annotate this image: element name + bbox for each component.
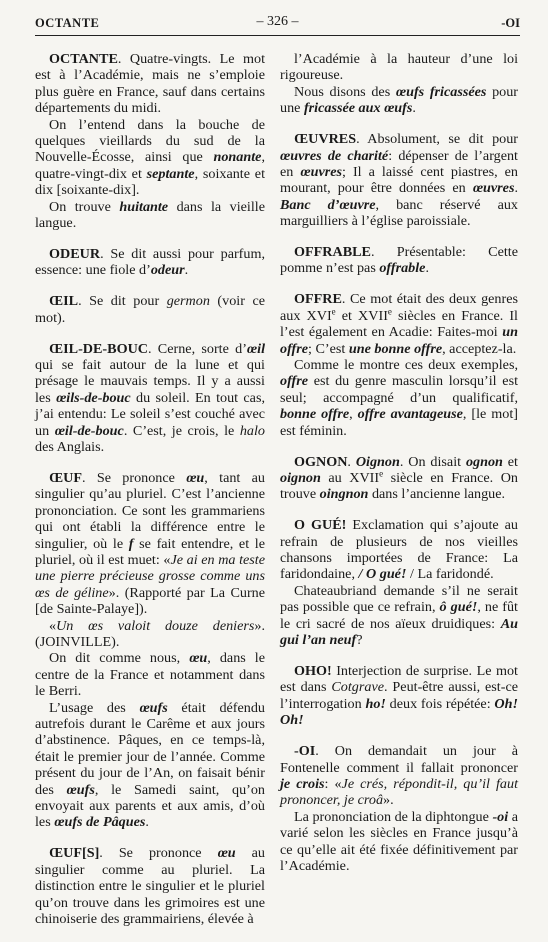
text-run: , tant au singulier qu’au pluriel. C’est l’ancienne prononciation. Ce sont les grammariens qui ont établi la différence entre le singulier, où le xyxy=(35,469,265,552)
text-run: , acceptez-la. xyxy=(442,340,517,357)
entry-oeuvres xyxy=(280,131,518,229)
text-run: On trouve xyxy=(49,198,120,215)
entry-paragraph xyxy=(35,199,265,232)
text-run: Comme le montre ces deux exemples, xyxy=(294,357,518,373)
text-run: oingnon xyxy=(319,486,369,503)
text-run: huitante xyxy=(119,198,169,215)
text-run: œuvres xyxy=(472,180,515,197)
text-run: , le Samedi saint, qu’on envoyait aux parents et aux amis, d’où les xyxy=(35,781,265,831)
text-run: ; Il a laissé cent piastres, en mourant, pour être données en xyxy=(280,163,518,197)
text-run: Exclamation qui s’ajoute au refrain de plusieurs de nos vieilles chansons importées de France: La faridondaine, xyxy=(280,517,518,583)
text-run: œufs xyxy=(139,699,168,716)
text-run: f xyxy=(128,535,134,552)
text-run: . On demandait un jour à Fontenelle comment il fallait prononcer xyxy=(280,743,518,776)
text-run: , quatre-vingt-dix et xyxy=(35,149,265,182)
text-run: . Se prononce xyxy=(82,469,187,486)
page-number: – 326 – xyxy=(256,14,299,29)
entry-paragraph xyxy=(280,454,518,503)
text-run: nonante xyxy=(213,149,262,166)
text-run: e xyxy=(379,468,384,479)
text-run: . xyxy=(347,453,356,470)
headword: O GUÉ! xyxy=(294,517,347,534)
entry-paragraph xyxy=(280,291,518,357)
entry-oeuf xyxy=(35,470,265,831)
text-run: Oignon xyxy=(355,453,400,470)
text-run: offrable xyxy=(379,260,426,277)
entry-paragraph xyxy=(280,84,518,117)
text-run: œil-de-bouc xyxy=(54,422,124,439)
text-run: halo xyxy=(239,422,265,439)
headword: OHO! xyxy=(294,663,332,679)
text-run: du soleil. En tout cas, j’ai entendu: Le soleil s’est couché avec un xyxy=(35,389,265,439)
text-run: se fait entendre, et le pluriel, où il est muet: « xyxy=(35,535,266,568)
text-run: siècle en France. On trouve xyxy=(280,469,519,503)
entry-paragraph xyxy=(35,341,265,456)
text-run: qui se fait autour de la lune et qui présage le mauvais temps. Il y a aussi les xyxy=(35,357,265,406)
text-run: « xyxy=(49,617,57,634)
text-run: . Peut-être aussi, est-ce l’interrogation xyxy=(280,679,518,712)
text-run: au XVII xyxy=(320,469,380,486)
text-run: . C’est, je crois, le xyxy=(123,422,240,439)
text-run: des Anglais. xyxy=(35,439,105,456)
text-run: : dépenser de l’argent en xyxy=(280,147,518,180)
entry-odeur xyxy=(35,246,265,279)
text-run: / La faridondé. xyxy=(406,566,494,583)
text-run: dans la vieille langue. xyxy=(35,198,265,232)
text-run: ». xyxy=(383,792,394,809)
headword: ŒUF xyxy=(49,469,82,486)
text-run: pour une xyxy=(280,83,518,117)
text-run: : « xyxy=(324,775,342,792)
text-run: . Se dit aussi pour parfum, essence: une fiole d’ xyxy=(35,245,265,279)
text-run: / O gué! xyxy=(358,566,407,583)
entry-oho xyxy=(280,663,518,729)
text-run: -oi xyxy=(492,808,509,825)
text-run: , ne fût le cri sacré de nos aïeux druidiques: xyxy=(280,599,518,632)
text-run: fricassée aux œufs xyxy=(303,100,413,117)
entry-paragraph xyxy=(35,117,265,199)
text-run: (voir ce mot). xyxy=(35,293,265,326)
text-run: . Absolument, se dit pour xyxy=(356,131,518,148)
text-run: Banc d’œuvre xyxy=(280,196,376,213)
entry-paragraph xyxy=(280,663,518,729)
text-run: bonne offre xyxy=(280,406,350,423)
text-run: œufs fricassées xyxy=(395,83,487,100)
text-run: . Ce mot était des deux genres aux XVI xyxy=(280,291,518,324)
text-run: dans l’ancienne langue. xyxy=(368,486,506,503)
entry-oeufs xyxy=(35,845,265,927)
text-run: odeur xyxy=(150,262,185,279)
entry-paragraph xyxy=(35,293,265,326)
text-run: offre xyxy=(280,373,309,390)
text-run: Au gui l’an neuf xyxy=(280,615,518,649)
header-rule xyxy=(35,35,520,36)
text-run: œu xyxy=(186,469,205,486)
text-run: ô gué! xyxy=(439,599,478,616)
text-run: . Présentable: Cette pomme n’est pas xyxy=(280,244,518,277)
text-run: ? xyxy=(356,632,363,649)
text-run: . xyxy=(145,814,149,831)
headword: ŒUF[S] xyxy=(49,845,100,862)
left-column xyxy=(35,51,265,942)
text-run: Je crés, répondit-il, qu’il faut prononcer, je croâ xyxy=(280,775,518,809)
entry-paragraph xyxy=(280,583,518,649)
text-run: œu xyxy=(217,845,236,862)
text-run: , xyxy=(349,406,358,423)
text-run: Je ai en ma teste une pierre précieuse grosse comme uns œs de géline xyxy=(35,551,265,601)
text-run: Interjection de surprise. Le mot est dans xyxy=(280,663,518,696)
entry-paragraph xyxy=(35,470,265,618)
text-run: ; C’est xyxy=(308,340,349,357)
text-run: était défendu autrefois durant le Carême et aux jours d’abstinence. Pâques, en ce temps-là, était le premier jour de l’année. Comme présent du jour de l’An, on faisait bénir des xyxy=(35,699,265,798)
entry-oi xyxy=(280,743,518,874)
headword: -OI xyxy=(294,743,316,760)
entry-paragraph xyxy=(280,743,518,809)
text-run: œu xyxy=(189,650,208,667)
entry-paragraph xyxy=(35,700,265,831)
text-run: . xyxy=(184,262,189,279)
text-run: ». (Rapporté par La Curne [de Sainte-Palaye]). xyxy=(35,584,265,618)
text-run: une bonne offre xyxy=(348,340,443,357)
text-run: Oh! Oh! xyxy=(280,695,518,729)
entry-ognon xyxy=(280,454,518,503)
text-run: e xyxy=(387,306,392,317)
entry-paragraph xyxy=(35,246,265,279)
entry-oeil-de-bouc xyxy=(35,341,265,456)
text-run: un offre xyxy=(280,324,518,357)
headword: ŒIL xyxy=(49,293,79,310)
text-run: , soixante et dix [soixante-dix]. xyxy=(35,165,265,199)
text-run: . Se prononce xyxy=(99,845,218,862)
text-run: est du genre masculin lorsqu’il est seul; accompagné d’un qualificatif, xyxy=(280,373,518,406)
text-run: septante xyxy=(146,165,195,182)
text-run: Cotgrave xyxy=(331,679,385,696)
text-run: . xyxy=(425,260,429,277)
running-head-left: OCTANTE xyxy=(35,16,100,30)
text-run: germon xyxy=(166,293,210,310)
text-run: œuvres xyxy=(300,163,343,180)
text-run: oignon xyxy=(280,469,321,486)
text-run: Un œs valoit douze deniers xyxy=(56,617,255,634)
text-run: œil xyxy=(246,340,265,357)
entry-paragraph xyxy=(35,650,265,699)
text-run: offre avantageuse xyxy=(357,406,463,423)
running-head-right: -OI xyxy=(501,16,520,30)
text-run: , [le mot] est féminin. xyxy=(280,406,518,439)
entry-oeufs-cont xyxy=(280,51,518,117)
text-run: . On disait xyxy=(399,453,466,470)
text-run: Chateaubriand demande s’il ne serait pas possible que ce refrain, xyxy=(280,582,518,616)
right-column xyxy=(280,51,518,889)
text-run: . xyxy=(412,100,416,117)
entry-offre xyxy=(280,291,518,439)
text-run: et XVII xyxy=(335,307,388,324)
text-run: œufs de Pâques xyxy=(54,814,146,831)
text-run: au singulier comme au pluriel. La distinction entre le singulier et le pluriel qu’on trouve dans les grimoires est une chinoiserie des grammairiens, élevée à xyxy=(35,845,265,927)
text-run: deux fois répétée: xyxy=(385,695,495,712)
page-header xyxy=(35,14,520,32)
text-run: La prononciation de la diphtongue xyxy=(294,808,493,825)
headword: OFFRE xyxy=(294,291,342,308)
entry-paragraph xyxy=(280,357,518,439)
headword: OFFRABLE xyxy=(294,244,371,261)
headword: OGNON xyxy=(294,453,348,470)
text-run: a varié selon les siècles en France jusqu’à ce qu’elle ait été fixée définitivement par l’Académie. xyxy=(280,808,518,874)
text-run: . Cerne, sorte d’ xyxy=(148,340,247,357)
text-run: . xyxy=(514,180,518,197)
text-run: l’Académie à la hauteur d’une loi rigoureuse. xyxy=(280,51,518,84)
text-run: . Se dit pour xyxy=(78,293,167,310)
entry-paragraph xyxy=(280,517,518,583)
entry-paragraph xyxy=(35,618,265,651)
text-run: œufs xyxy=(66,781,95,798)
text-run: e xyxy=(331,306,336,317)
text-run: On dit comme nous, xyxy=(49,650,190,667)
entry-paragraph xyxy=(280,244,518,277)
text-run: œuvres de charité xyxy=(280,147,389,164)
text-run: Nous disons des xyxy=(294,83,396,100)
entry-o-gue xyxy=(280,517,518,648)
entry-offrable xyxy=(280,244,518,277)
text-run: On l’entend dans la bouche de quelques vieillards du sud de la Nouvelle-Écosse, ainsi que xyxy=(35,116,265,166)
text-run: ». (JOINVILLE). xyxy=(35,617,265,650)
text-run: siècles en France. Il l’est également en Acadie: Faites-moi xyxy=(280,307,518,341)
text-run: et xyxy=(502,453,518,470)
entry-paragraph xyxy=(35,51,265,117)
entry-paragraph xyxy=(280,809,518,875)
entry-octante xyxy=(35,51,265,231)
text-run: ho! xyxy=(365,695,386,712)
text-run: , banc réservé aux marguilliers à l’église paroissiale. xyxy=(280,196,518,230)
text-run: œils-de-bouc xyxy=(56,389,131,406)
headword: ŒIL-DE-BOUC xyxy=(49,340,148,357)
text-run: ognon xyxy=(465,453,503,470)
headword: OCTANTE xyxy=(49,51,118,67)
entry-paragraph xyxy=(35,845,265,927)
headword: ODEUR xyxy=(49,245,101,262)
headword: ŒUVRES xyxy=(294,131,357,148)
entry-paragraph xyxy=(280,131,518,229)
entry-paragraph xyxy=(280,51,518,84)
entry-oeil xyxy=(35,293,265,326)
text-run: je crois xyxy=(280,775,325,792)
text-run: . Quatre-vingts. Le mot est à l’Académie, mais ne s’emploie plus guère en France, sauf dans certains départements du midi. xyxy=(35,51,265,117)
text-run: , dans le centre de la France et notamment dans le Berri. xyxy=(35,650,265,700)
text-run: L’usage des xyxy=(49,699,140,716)
